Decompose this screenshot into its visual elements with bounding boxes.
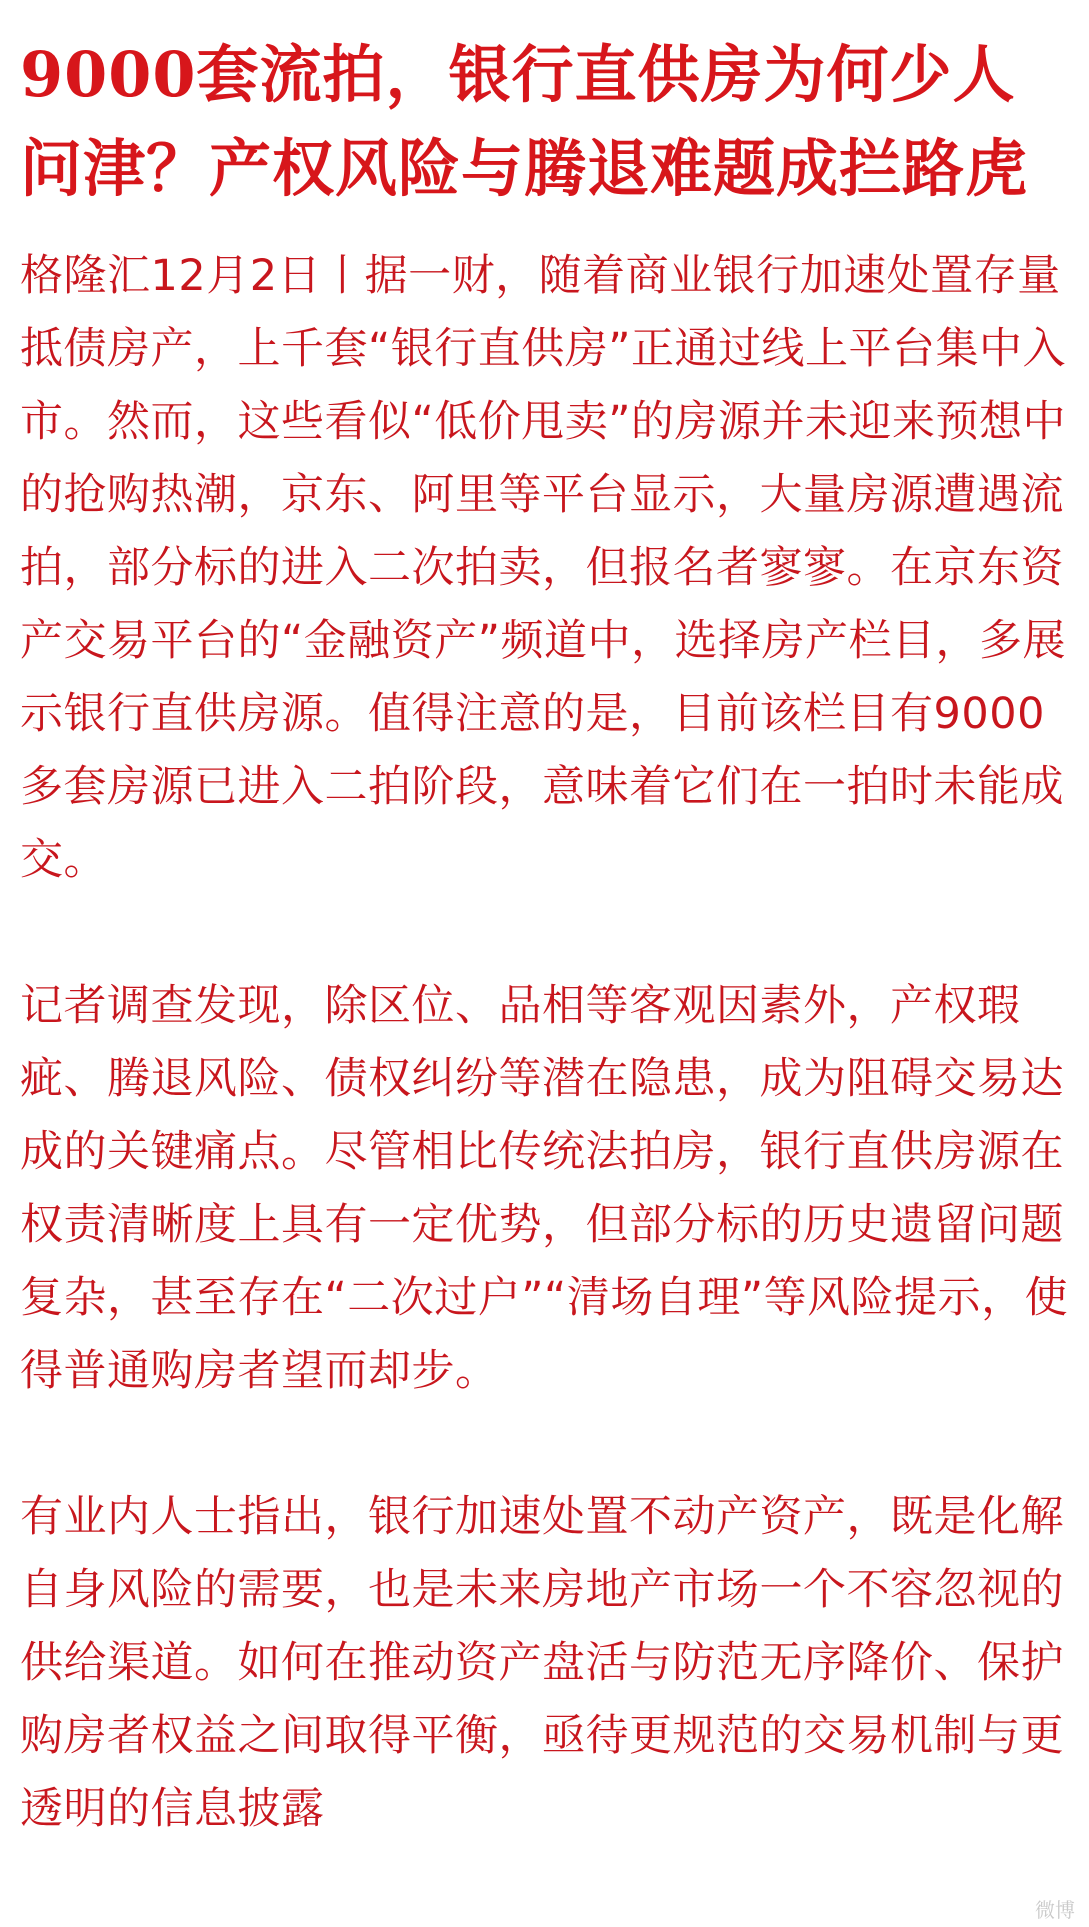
article-body bbox=[20, 240, 1080, 1846]
article-paragraph-2: 记者调查发现，除区位、品相等客观因素外，产权瑕疵、腾退风险、债权纠纷等潜在隐患，成为阻碍交易达成的关键痛点。尽管相比传统法拍房，银行直供房源在权责清晰度上具有一定优势，但部分标的历史遗留问题复杂，甚至存在“二次过户”“清场自理”等风险提示，使得普通购房者望而却步。 bbox=[20, 981, 1069, 1396]
article-paragraph-3: 有业内人士指出，银行加速处置不动产资产，既是化解自身风险的需要，也是未来房地产市场一个不容忽视的供给渠道。如何在推动资产盘活与防范无序降价、保护购房者权益之间取得平衡，亟待更规范的交易机制与更透明的信息披露 bbox=[20, 1492, 1064, 1834]
bottom-cutoff bbox=[0, 1905, 1089, 1927]
article-paragraph-1: 格隆汇12月2日丨据一财，随着商业银行加速处置存量抵债房产，上千套“银行直供房”正通过线上平台集中入市。然而，这些看似“低价甩卖”的房源并未迎来预想中的抢购热潮，京东、阿里等平台显示，大量房源遭遇流拍，部分标的进入二次拍卖，但报名者寥寥。在京东资产交易平台的“金融资产”频道中，选择房产栏目，多展示银行直供房源。值得注意的是，目前该栏目有9000多套房源已进入二拍阶段，意味着它们在一拍时未能成交。 bbox=[20, 251, 1067, 885]
article-headline: 9000套流拍，银行直供房为何少人问津？产权风险与腾退难题成拦路虎 bbox=[20, 38, 1029, 205]
watermark: 微博 bbox=[1035, 1898, 1075, 1922]
